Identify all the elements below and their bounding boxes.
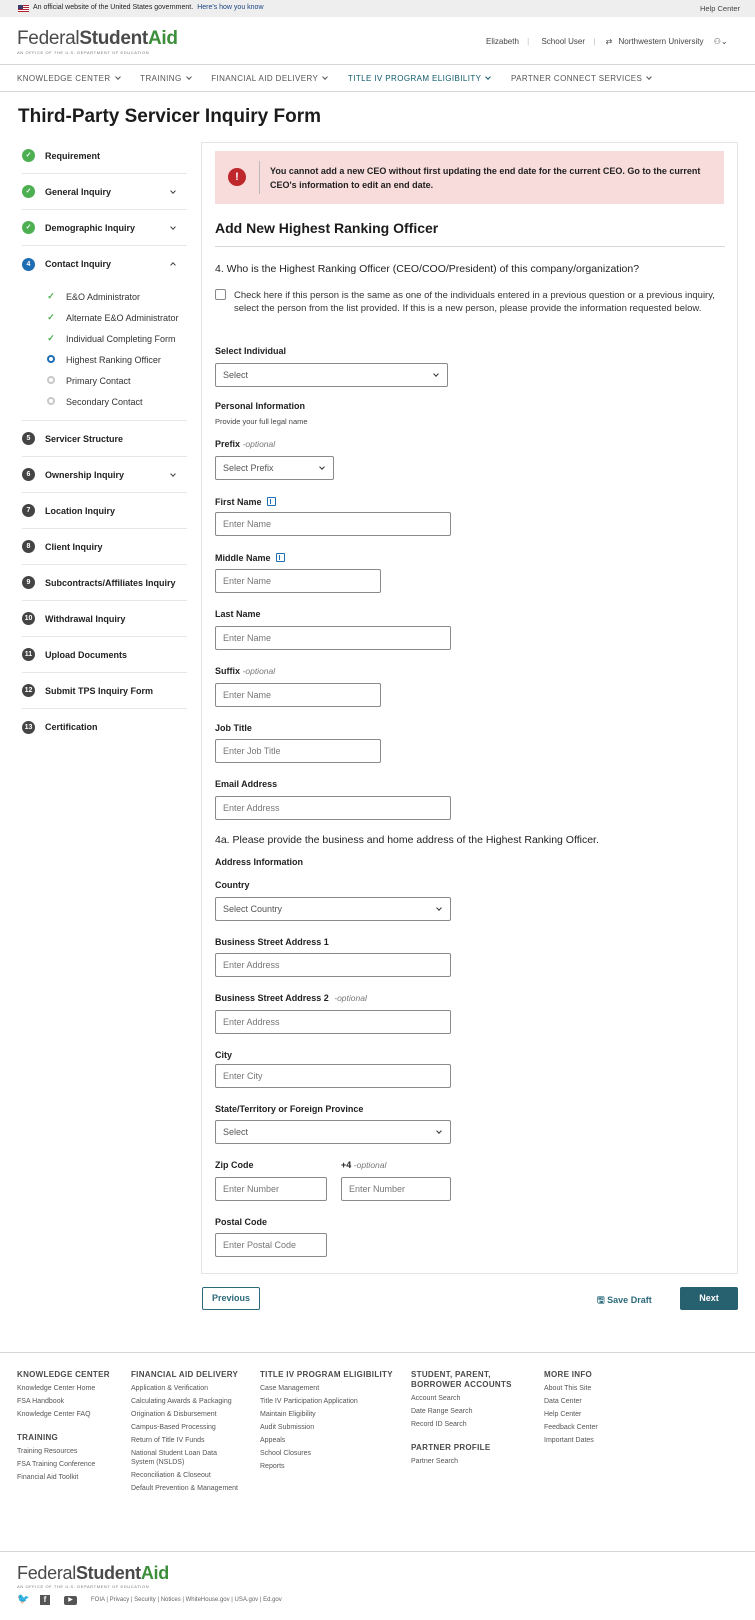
footer-link[interactable]: Appeals (260, 1437, 286, 1444)
footer-link[interactable]: Reconciliation & Closeout (131, 1472, 211, 1479)
step-withdrawal-inquiry[interactable]: 10 Withdrawal Inquiry (22, 601, 187, 637)
footer-divider (0, 1352, 755, 1353)
current-step-icon (47, 355, 55, 363)
footer-link[interactable]: Training Resources (17, 1448, 78, 1455)
save-draft-button[interactable]: 🖫 Save Draft (597, 1295, 652, 1305)
question-4a: 4a. Please provide the business and home address of the Highest Ranking Officer. (215, 834, 599, 846)
chevron-down-icon[interactable] (170, 471, 176, 477)
footer-link[interactable]: About This Site (544, 1385, 592, 1392)
footer-link[interactable]: Case Management (260, 1385, 320, 1392)
street1-label: Business Street Address 1 (215, 937, 329, 947)
help-center-link[interactable]: Help Center (699, 4, 740, 13)
footer-link[interactable]: National Student Loan Data System (NSLDS) (131, 1450, 218, 1466)
user-role: School User (541, 37, 586, 46)
select-individual-label: Select Individual (215, 346, 287, 356)
footer-link[interactable]: Knowledge Center FAQ (17, 1411, 91, 1418)
footer-link[interactable]: Account Search (411, 1395, 461, 1402)
footer-col-more-info: MORE INFO About This Site Data Center Help Center Feedback Center Important Dates (544, 1370, 644, 1445)
footer-bottom-links[interactable]: FOIA | Privacy | Security | Notices | WhiteHouse.gov | USA.gov | Ed.gov (91, 1597, 282, 1603)
job-title-input[interactable]: Enter Job Title (215, 739, 381, 763)
footer-link[interactable]: Help Center (544, 1411, 582, 1418)
step-sidebar (22, 138, 187, 745)
chevron-down-icon (319, 464, 325, 470)
email-input[interactable]: Enter Address (215, 796, 451, 820)
plus4-input[interactable]: Enter Number (341, 1177, 451, 1201)
check-icon: ✓ (22, 185, 35, 198)
chevron-down-icon (433, 371, 439, 377)
prefix-label: Prefix -optional (215, 439, 276, 449)
step-submit-tps-form[interactable]: 12 Submit TPS Inquiry Form (22, 673, 187, 709)
footer-link[interactable]: Calculating Awards & Packaging (131, 1398, 232, 1405)
check-icon: ✓ (47, 333, 55, 343)
pending-step-icon (47, 376, 55, 384)
error-alert (215, 151, 724, 204)
plus4-label: +4 -optional (341, 1160, 387, 1170)
user-name[interactable]: Elizabeth (486, 37, 519, 46)
middle-name-input[interactable]: Enter Name (215, 569, 381, 593)
step-contact-inquiry[interactable]: 4 Contact Inquiry (22, 246, 187, 282)
address-info-heading: Address Information (215, 857, 304, 867)
step-subcontracts-affiliates[interactable]: 9 Subcontracts/Affiliates Inquiry (22, 565, 187, 601)
check-icon: ✓ (47, 312, 55, 322)
check-icon: ✓ (22, 149, 35, 162)
nav-financial-aid-delivery[interactable]: FINANCIAL AID DELIVERY (211, 74, 327, 83)
info-icon[interactable] (267, 497, 276, 506)
street2-input[interactable]: Enter Address (215, 1010, 451, 1034)
footer-link[interactable]: FSA Training Conference (17, 1461, 96, 1468)
footer-link[interactable]: Record ID Search (411, 1421, 467, 1428)
state-dropdown[interactable]: Select (215, 1120, 451, 1144)
footer-link[interactable]: Partner Search (411, 1458, 459, 1465)
prefix-dropdown[interactable]: Select Prefix (215, 456, 334, 480)
logo-subtitle: AN OFFICE OF THE U.S. DEPARTMENT OF EDUCATION (17, 50, 150, 55)
facebook-icon[interactable]: f (40, 1595, 50, 1605)
check-icon: ✓ (22, 221, 35, 234)
footer-link[interactable]: Data Center (544, 1398, 582, 1405)
step-demographic-inquiry[interactable]: ✓ Demographic Inquiry (22, 210, 187, 246)
last-name-input[interactable]: Enter Name (215, 626, 451, 650)
sub-secondary-contact[interactable]: Secondary Contact (22, 391, 187, 412)
step-certification[interactable]: 13 Certification (22, 709, 187, 745)
how-you-know-link[interactable]: Here's how you know (197, 4, 264, 11)
sub-eo-administrator[interactable]: ✓ E&O Administrator (47, 291, 141, 302)
street1-input[interactable]: Enter Address (215, 953, 451, 977)
step-requirement[interactable]: ✓ Requirement (22, 138, 187, 174)
footer-link[interactable]: Financial Aid Toolkit (17, 1474, 79, 1481)
zip-label: Zip Code (215, 1160, 254, 1170)
chevron-up-icon[interactable] (170, 262, 176, 268)
header-divider (0, 64, 755, 65)
us-flag-icon (18, 5, 29, 12)
middle-name-label: Middle Name (215, 552, 285, 563)
step-location-inquiry[interactable]: 7 Location Inquiry (22, 493, 187, 529)
footer-link[interactable]: Campus-Based Processing (131, 1424, 216, 1431)
footer-link[interactable]: Important Dates (544, 1437, 594, 1444)
info-icon[interactable] (276, 553, 285, 562)
question-4: 4. Who is the Highest Ranking Officer (CEO/COO/President) of this company/organization? (215, 263, 640, 275)
footer-link[interactable]: FSA Handbook (17, 1398, 65, 1405)
step-general-inquiry[interactable]: ✓ General Inquiry (22, 174, 187, 210)
street2-label: Business Street Address 2 -optional (215, 993, 367, 1003)
personal-info-heading: Personal Information (215, 401, 306, 411)
previous-button[interactable]: Previous (202, 1287, 260, 1310)
first-name-input[interactable]: Enter Name (215, 512, 451, 536)
pending-step-icon (47, 397, 55, 405)
footer-col-accounts: STUDENT, PARENT, BORROWER ACCOUNTS Account Search Date Range Search Record ID Search PARTNER PROFILE Partner Search (411, 1370, 521, 1466)
gov-banner-text: An official website of the United States government. (33, 4, 194, 11)
postal-code-label: Postal Code (215, 1217, 268, 1227)
nav-knowledge-center[interactable]: KNOWLEDGE CENTER (17, 74, 120, 83)
user-icon[interactable]: ⚇⌄ (713, 37, 728, 46)
same-person-checkbox-label: Check here if this person is the same as one of the individuals entered in a previous question or a previous inquiry, select the person from the list provided. If this is a new person, please provide the information requested below. (234, 290, 715, 314)
swap-icon[interactable]: ⇄ (605, 37, 613, 46)
footer-link[interactable]: Origination & Disbursement (131, 1411, 217, 1418)
chevron-down-icon (436, 905, 442, 911)
state-label: State/Territory or Foreign Province (215, 1104, 364, 1114)
section-divider (215, 246, 725, 247)
personal-info-help: Provide your full legal name (215, 417, 308, 426)
select-individual-dropdown[interactable]: Select (215, 363, 448, 387)
user-menu: Elizabeth | School User | ⇄ Northwestern University ⚇⌄ (486, 37, 728, 46)
footer-bottom-divider (0, 1551, 755, 1552)
first-name-label: First Name (215, 496, 276, 507)
gov-banner (0, 0, 755, 17)
nav-title-iv-eligibility[interactable]: TITLE IV PROGRAM ELIGIBILITY (348, 74, 490, 83)
sub-primary-contact[interactable]: Primary Contact (22, 370, 187, 391)
step-upload-documents[interactable]: 11 Upload Documents (22, 637, 187, 673)
check-icon: ✓ (47, 291, 55, 301)
chevron-down-icon[interactable] (170, 188, 176, 194)
job-title-label: Job Title (215, 723, 252, 733)
postal-code-input[interactable]: Enter Postal Code (215, 1233, 327, 1257)
zip-input[interactable]: Enter Number (215, 1177, 327, 1201)
footer-col-title-iv: TITLE IV PROGRAM ELIGIBILITY Case Management Title IV Participation Application Maintain Eligibility Audit Submission Appeals School Closures Reports (260, 1370, 395, 1471)
footer-fsa-logo[interactable]: FederalStudentAid AN OFFICE OF THE U.S. DEPARTMENT OF EDUCATION (17, 1563, 169, 1589)
last-name-label: Last Name (215, 609, 261, 619)
fsa-logo[interactable]: FederalStudentAid AN OFFICE OF THE U.S. DEPARTMENT OF EDUCATION (17, 28, 178, 55)
footer-link[interactable]: Return of Title IV Funds (131, 1437, 205, 1444)
footer-link[interactable]: School Closures (260, 1450, 311, 1457)
country-dropdown[interactable]: Select Country (215, 897, 451, 921)
nav-divider (0, 91, 755, 92)
footer-col-financial-aid-delivery: FINANCIAL AID DELIVERY Application & Verification Calculating Awards & Packaging Origination & Disbursement Campus-Based Processing Return of Title IV Funds National Student Loan Data System (NSLDS) Reconciliation & Closeout Default Prevention & Management (131, 1370, 241, 1493)
footer-link[interactable]: Knowledge Center Home (17, 1385, 96, 1392)
city-label: City (215, 1050, 233, 1060)
save-icon: 🖫 (597, 1295, 608, 1305)
footer-link[interactable]: Feedback Center (544, 1424, 598, 1431)
institution-name[interactable]: Northwestern University (618, 37, 704, 46)
section-title: Add New Highest Ranking Officer (215, 220, 439, 236)
footer-link[interactable]: Title IV Participation Application (260, 1398, 358, 1405)
suffix-input[interactable]: Enter Name (215, 683, 381, 707)
footer-link[interactable]: Date Range Search (411, 1408, 473, 1415)
footer-link[interactable]: Default Prevention & Management (131, 1485, 239, 1492)
footer-link[interactable]: Audit Submission (260, 1424, 315, 1431)
same-person-checkbox[interactable] (215, 289, 226, 300)
footer-col-knowledge-center: KNOWLEDGE CENTER Knowledge Center Home FSA Handbook Knowledge Center FAQ TRAINING Training Resources FSA Training Conference Financial Aid Toolkit (17, 1370, 117, 1482)
country-label: Country (215, 880, 250, 890)
next-button[interactable]: Next (680, 1287, 738, 1310)
alert-message: You cannot add a new CEO without first updating the end date for the current CEO. Go to the current CEO's information to edit an end date. (270, 166, 701, 190)
nav-training[interactable]: TRAINING (140, 74, 190, 83)
nav-partner-connect[interactable]: PARTNER CONNECT SERVICES (511, 74, 651, 83)
sub-alternate-eo-administrator[interactable]: ✓ Alternate E&O Administrator (47, 312, 179, 323)
step-servicer-structure[interactable]: 5 Servicer Structure (22, 421, 187, 457)
sub-individual-completing-form[interactable]: ✓ Individual Completing Form (47, 333, 176, 344)
page-title: Third-Party Servicer Inquiry Form (18, 106, 322, 127)
chevron-down-icon (436, 1128, 442, 1134)
twitter-icon[interactable]: 🐦 (17, 1594, 30, 1605)
chevron-down-icon[interactable] (170, 224, 176, 230)
contact-sub-steps (22, 282, 187, 421)
main-nav (17, 74, 669, 83)
footer-link[interactable]: Reports (260, 1463, 285, 1470)
footer-link[interactable]: Application & Verification (131, 1385, 209, 1392)
email-label: Email Address (215, 779, 278, 789)
step-client-inquiry[interactable]: 8 Client Inquiry (22, 529, 187, 565)
youtube-icon[interactable]: ▶ (64, 1596, 77, 1605)
sub-highest-ranking-officer[interactable]: Highest Ranking Officer (22, 349, 187, 370)
step-ownership-inquiry[interactable]: 6 Ownership Inquiry (22, 457, 187, 493)
step-number: 4 (22, 258, 35, 271)
footer-link[interactable]: Maintain Eligibility (260, 1411, 316, 1418)
alert-icon: ! (228, 168, 246, 186)
city-input[interactable]: Enter City (215, 1064, 451, 1088)
suffix-label: Suffix -optional (215, 666, 276, 676)
